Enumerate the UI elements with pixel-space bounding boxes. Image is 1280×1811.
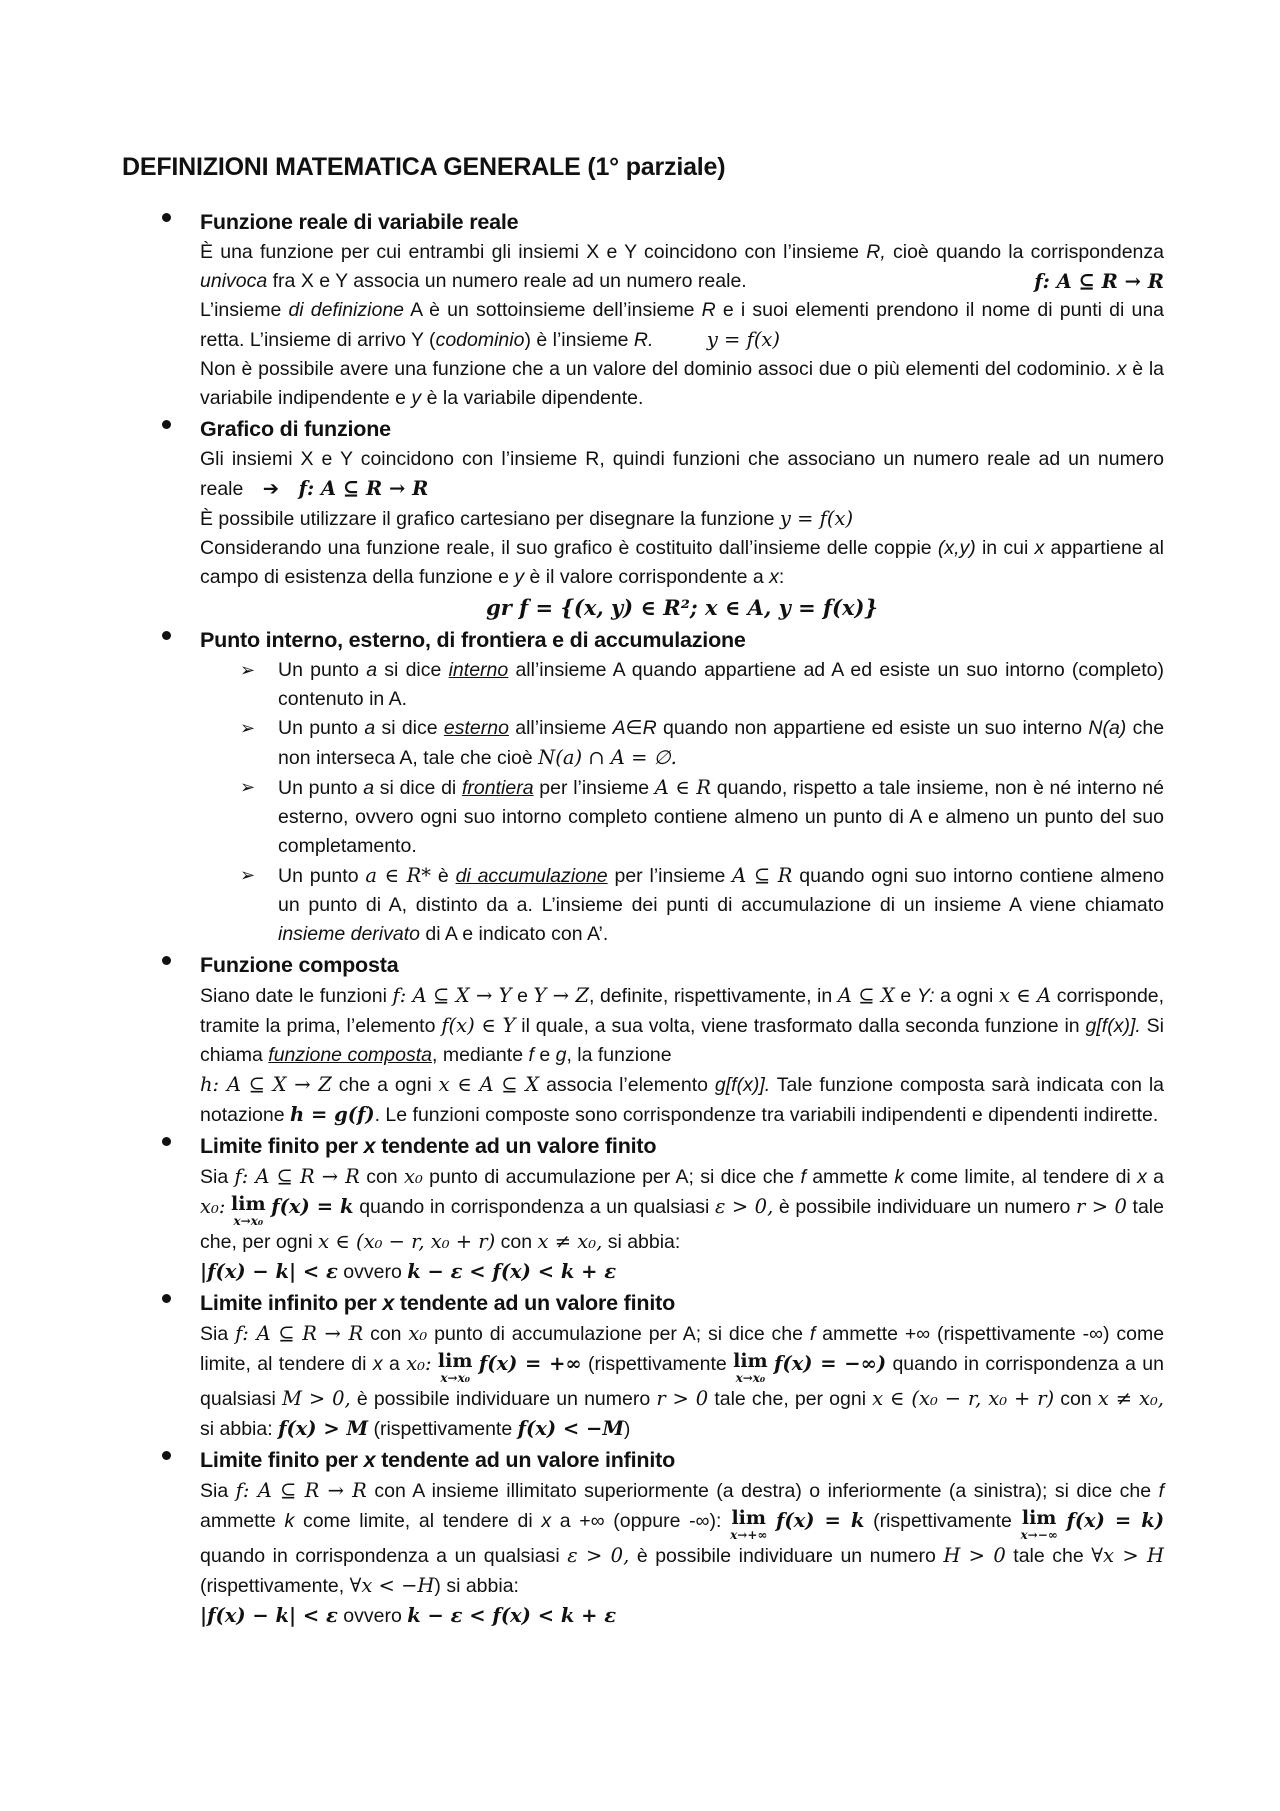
- section-paragraph: |f(x) − k| < ε ovvero k − ε < f(x) < k + ε: [200, 1260, 617, 1283]
- formula: f: A ⊆ R → R: [298, 477, 429, 500]
- formula: f: A ⊆ R → R: [1034, 270, 1164, 293]
- section-paragraph: Sia f: A ⊆ R → R con A insieme illimitato superiormente (a destra) o inferiormente (a sinistra); si dice che f ammette k come limite, al tendere di x a +∞ (oppure -∞): lim x→+∞ f(x) = k (rispettivamente lim x→−∞ f(x) = k) quando in corrispondenza a un qualsiasi ε > 0, è possibile individuare un numero H > 0 tale che ∀x > H (rispettivamente, ∀x < −H) si abbia:: [200, 1479, 1165, 1597]
- section-paragraph: |f(x) − k| < ε ovvero k − ε < f(x) < k + ε: [200, 1604, 617, 1627]
- definition-item: [0, 1287, 1280, 1444]
- definition-item: [0, 1130, 1280, 1287]
- section-heading: Limite finito per x tendente ad un valore finito: [200, 1134, 657, 1158]
- section-heading: Limite finito per x tendente ad un valore infinito: [200, 1448, 676, 1472]
- section-heading: Funzione reale di variabile reale: [200, 210, 519, 234]
- arrow-icon: ➔: [262, 478, 280, 500]
- limit-operator: lim x→x₀: [733, 1350, 768, 1385]
- limit-operator: lim x→−∞: [1020, 1507, 1058, 1542]
- bullet-icon: [162, 420, 171, 429]
- section-paragraph: Sia f: A ⊆ R → R con x₀ punto di accumulazione per A; si dice che f ammette +∞ (rispettivamente -∞) come limite, al tendere di x a x₀: lim x→x₀ f(x) = +∞ (rispettivamente lim x→x₀ f(x) = −∞) quando in corrispondenza a un qualsiasi M > 0, è possibile individuare un numero r > 0 tale che, per ogni x ∈ (x₀ − r, x₀ + r) con x ≠ x₀, si abbia: f(x) > M (rispettivamente f(x) < −M): [200, 1322, 1165, 1440]
- section-paragraph: Siano date le funzioni f: A ⊆ X → Y e Y → Z, definite, rispettivamente, in A ⊆ X e Y: a ogni x ∈ A corrisponde, tramite la prima, l’elemento f(x) ∈ Y il quale, a sua volta, viene trasformato dalla seconda funzione in g[f(x)]. Si chiama funzione composta, mediante f e g, la funzione: [200, 984, 1165, 1066]
- section-heading: Limite infinito per x tendente ad un valore finito: [200, 1291, 676, 1315]
- arrow-bullet-icon: ➢: [240, 777, 256, 797]
- section-paragraph: L’insieme di definizione A è un sottoinsieme dell’insieme R e i suoi elementi prendono il nome di punti di una retta. L’insieme di arrivo Y (codominio) è l’insieme R. y = f(x): [200, 299, 1165, 351]
- section-paragraph: Considerando una funzione reale, il suo grafico è costituito dall’insieme delle coppie (x,y) in cui x appartiene al campo di esistenza della funzione e y è il valore corrispondente a x:: [200, 537, 1164, 588]
- list-item: ➢ Un punto a ∈ R* è di accumulazione per l’insieme A ⊆ R quando ogni suo intorno contiene almeno un punto di A, distinto da a. L’insieme dei punti di accumulazione di un insieme A viene chiamato insieme derivato di A e indicato con A’.: [200, 861, 1164, 949]
- list-item: ➢ Un punto a si dice esterno all’insieme A∈R quando non appartiene ed esiste un suo interno N(a) che non interseca A, tale che cioè N(a) ∩ A = ∅.: [200, 714, 1164, 773]
- bullet-icon: [162, 1451, 171, 1460]
- bullet-icon: [162, 213, 171, 222]
- bullet-icon: [162, 1294, 171, 1303]
- formula: y = f(x): [779, 507, 854, 530]
- section-paragraph: È una funzione per cui entrambi gli insiemi X e Y coincidono con l’insieme R, cioè quando la corrispondenza univoca fra X e Y associa un numero reale ad un numero reale. f: A ⊆ R → R: [200, 238, 1164, 296]
- section-paragraph: Sia f: A ⊆ R → R con x₀ punto di accumulazione per A; si dice che f ammette k come limite, al tendere di x a x₀: lim x→x₀ f(x) = k quando in corrispondenza a un qualsiasi ε > 0, è possibile individuare un numero r > 0 tale che, per ogni x ∈ (x₀ − r, x₀ + r) con x ≠ x₀, si abbia:: [200, 1165, 1164, 1253]
- limit-operator: lim x→+∞: [730, 1507, 768, 1542]
- point-types-list: [200, 656, 1164, 949]
- section-paragraph: È possibile utilizzare il grafico cartesiano per disegnare la funzione y = f(x): [200, 507, 854, 530]
- limit-operator: lim x→x₀: [231, 1193, 266, 1228]
- page-title: DEFINIZIONI MATEMATICA GENERALE (1° parziale): [122, 153, 726, 181]
- section-paragraph: h: A ⊆ X → Z che a ogni x ∈ A ⊆ X associa l’elemento g[f(x)]. Tale funzione composta sarà indicata con la notazione h = g(f). Le funzioni composte sono corrispondenze tra variabili indipendenti e dipendenti indirette.: [200, 1073, 1165, 1126]
- arrow-bullet-icon: ➢: [240, 718, 256, 738]
- definition-item: [0, 413, 1280, 624]
- list-item: ➢ Un punto a si dice interno all’insieme A quando appartiene ad A ed esiste un suo intorno (completo) contenuto in A.: [200, 656, 1164, 714]
- arrow-bullet-icon: ➢: [240, 660, 256, 680]
- list-item: ➢ Un punto a si dice di frontiera per l’insieme A ∈ R quando, rispetto a tale insieme, non è né interno né esterno, ovvero ogni suo intorno completo contiene almeno un punto di A e almeno un punto del suo completamento.: [200, 773, 1164, 861]
- bullet-icon: [162, 631, 171, 640]
- graph-formula: gr f = {(x, y) ∈ R²; x ∈ A, y = f(x)}: [486, 595, 878, 620]
- section-heading: Funzione composta: [200, 953, 399, 977]
- bullet-icon: [162, 956, 171, 965]
- section-heading: Grafico di funzione: [200, 417, 391, 441]
- arrow-bullet-icon: ➢: [240, 865, 256, 885]
- definition-item: [0, 624, 1280, 949]
- formula: y = f(x): [706, 328, 781, 351]
- definitions-list: [0, 206, 1280, 1631]
- section-paragraph: Non è possibile avere una funzione che a un valore del dominio associ due o più elementi del codominio. x è la variabile indipendente e y è la variabile dipendente.: [200, 358, 1164, 409]
- section-heading: Punto interno, esterno, di frontiera e di accumulazione: [200, 628, 746, 652]
- definition-item: [0, 206, 1280, 413]
- definition-item: [0, 949, 1280, 1130]
- definition-item: [0, 1444, 1280, 1631]
- limit-operator: lim x→x₀: [437, 1350, 473, 1385]
- section-paragraph: Gli insiemi X e Y coincidono con l’insieme R, quindi funzioni che associano un numero reale ad un numero reale ➔ f: A ⊆ R → R: [200, 448, 1164, 500]
- bullet-icon: [162, 1137, 171, 1146]
